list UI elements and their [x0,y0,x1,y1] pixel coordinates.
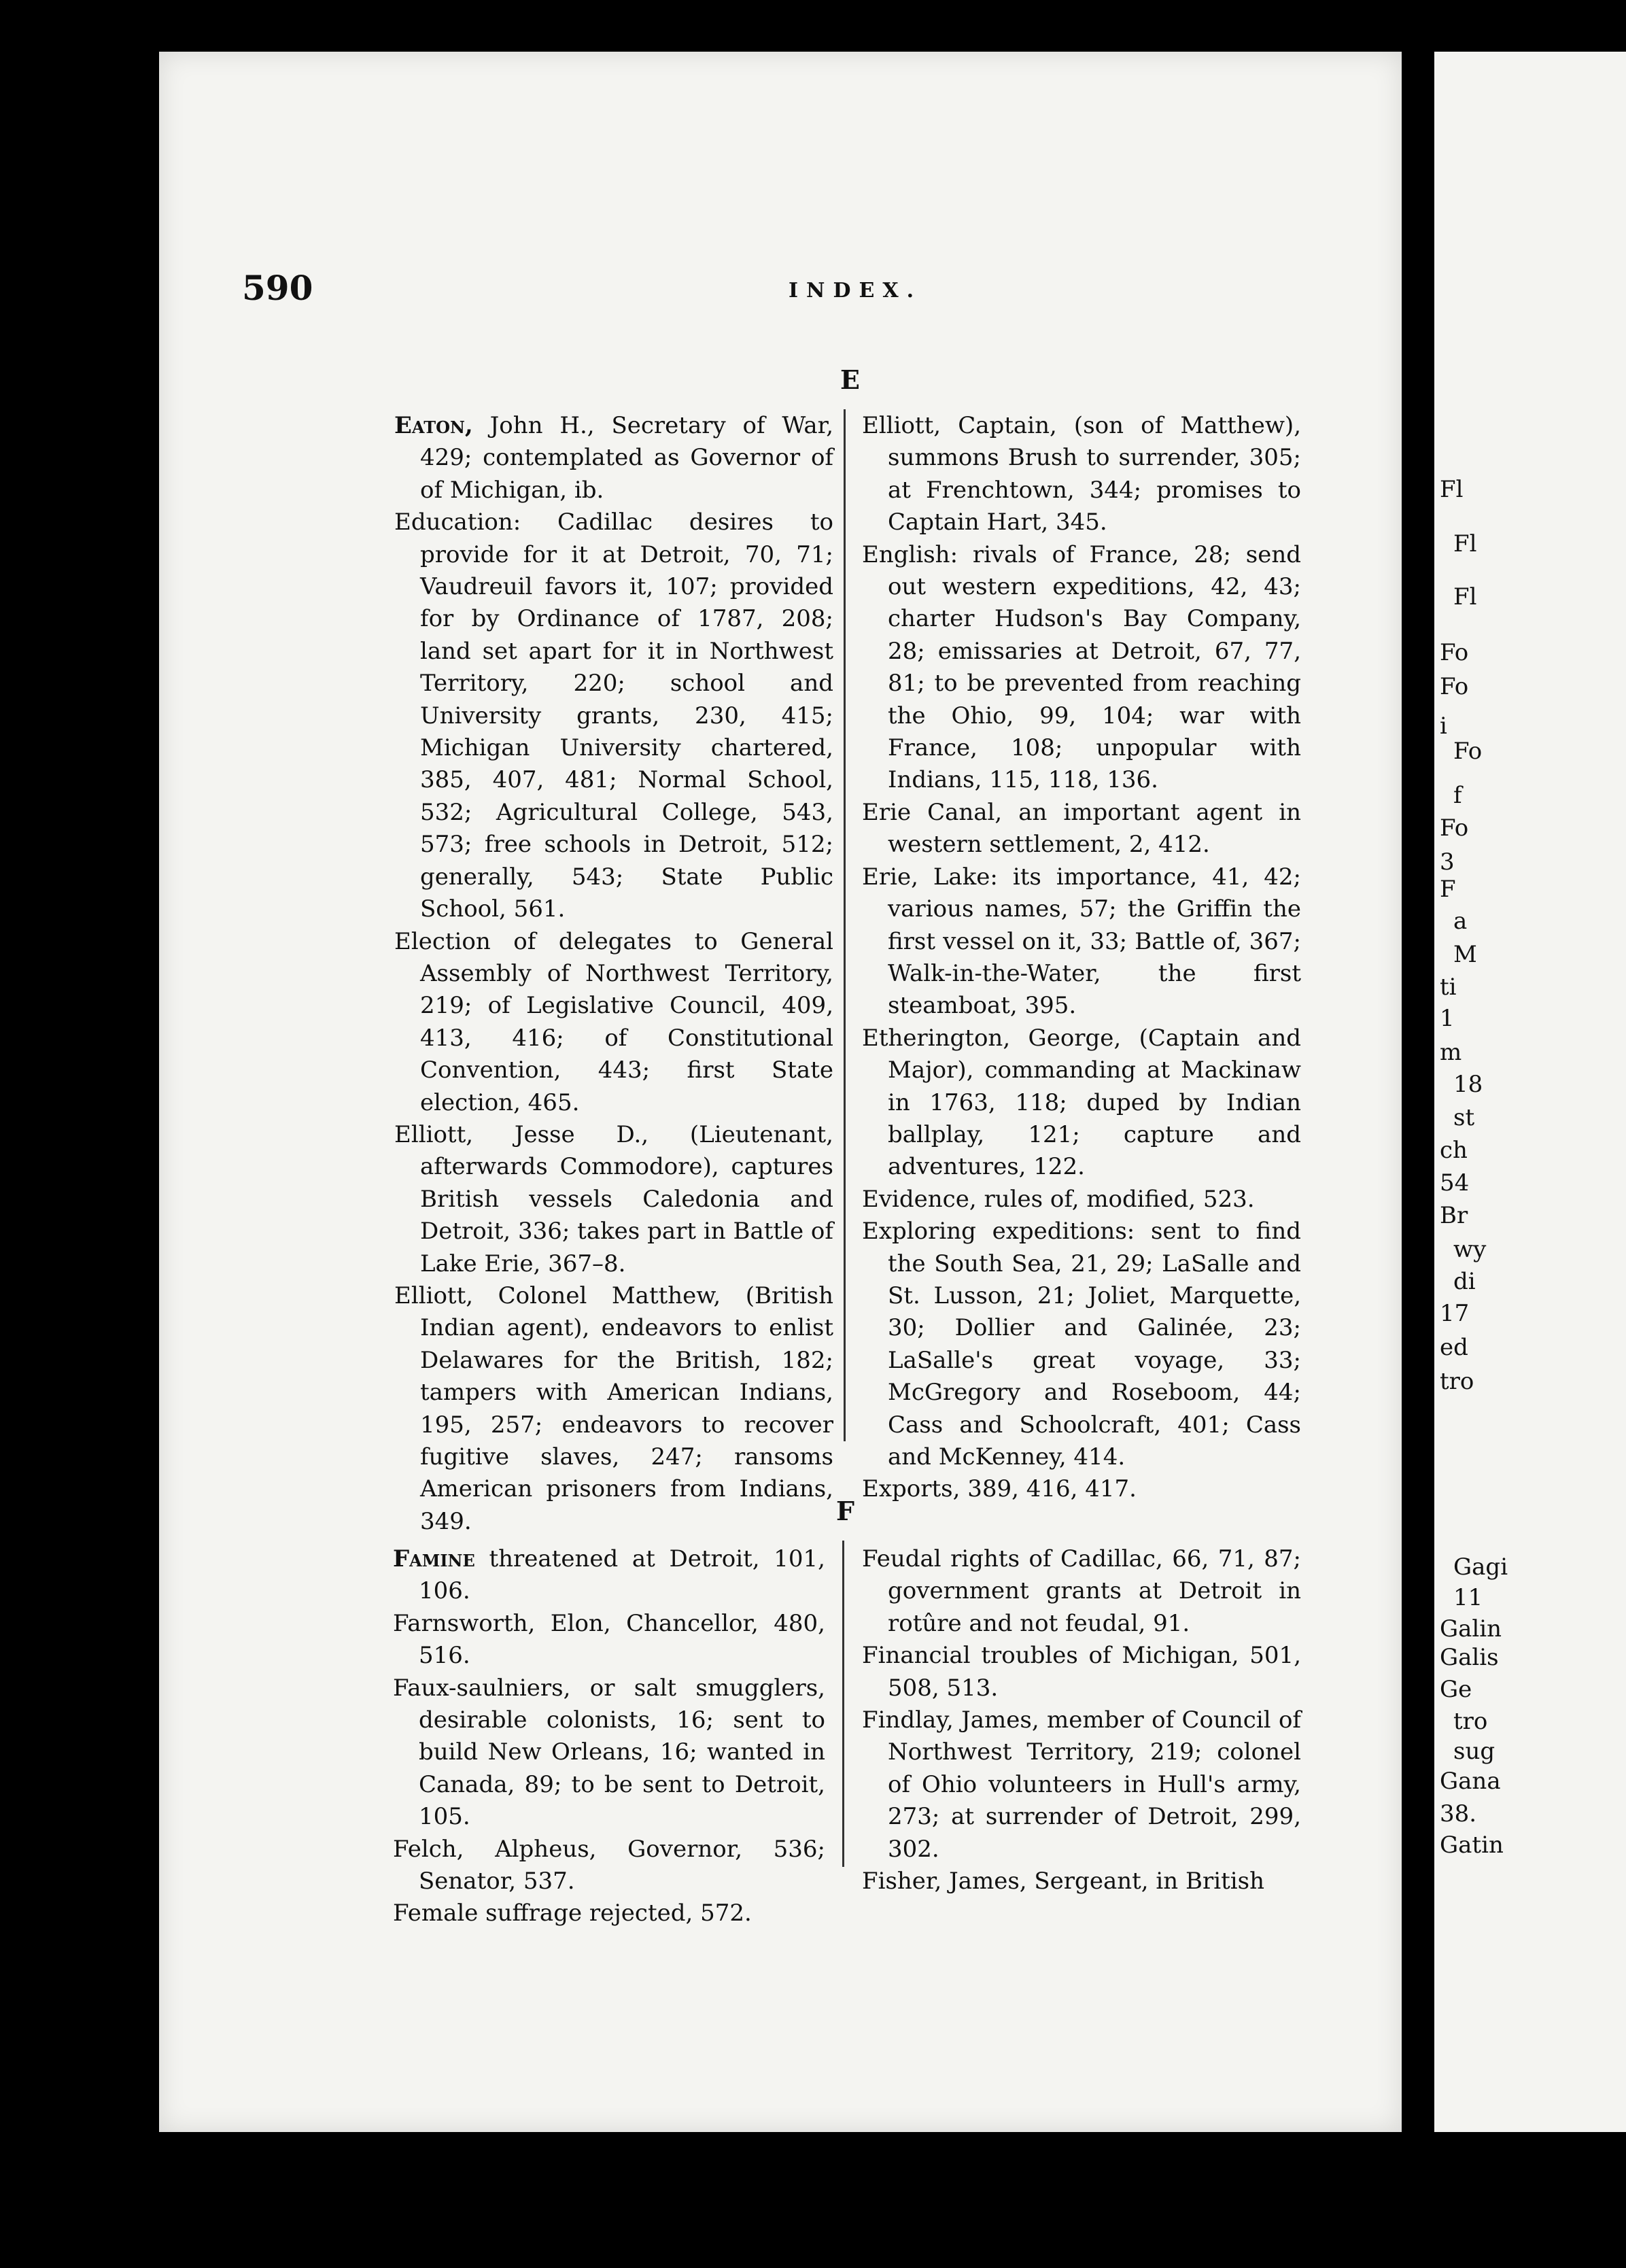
adjacent-page-fragment: 17 [1440,1300,1470,1327]
index-entry [862,1023,1301,1184]
adjacent-page-fragment: 3 [1440,848,1455,876]
adjacent-page-fragment: Galis [1440,1644,1499,1671]
column-divider [842,1541,844,1867]
adjacent-page-fragment: tro [1440,1368,1474,1395]
adjacent-page-fragment: di [1453,1268,1476,1295]
adjacent-page-fragment: Br [1440,1202,1468,1229]
section-letter-e: E [840,364,860,395]
index-entry [394,1119,833,1280]
index-entry-text: Felch, Alpheus, Governor, 536; Senator, 537. [393,1835,825,1895]
index-entry-text: English: rivals of France, 28; send out western expeditions, 42, 43; charter Hudson's Bay Company, 28; emissaries at Detroit, 67, 77, 81; to be prevented from reaching the Ohio, 99, 104; war with France, 108; unpopular with Indians, 115, 118, 136. [862,540,1301,794]
index-entry [862,410,1301,539]
index-entry-text: Fisher, James, Sergeant, in British [862,1868,1264,1895]
adjacent-page-fragment: Fo [1440,814,1469,842]
adjacent-page-fragment: ch [1440,1137,1468,1164]
index-entry-text: Etherington, George, (Captain and Major), commanding at Mackinaw in 1763, 118; duped by Indian ballplay, 121; capture and adventures, 122. [862,1024,1301,1181]
index-entry-text: threatened at Detroit, 101, 106. [419,1545,825,1605]
adjacent-page-fragment: Gatin [1440,1832,1504,1859]
index-column-f-left [393,1543,825,1930]
index-entry-text: Erie, Lake: its importance, 41, 42; various names, 57; the Griffin the first vessel on it, 33; Battle of, 367; Walk-in-the-Water, the first steamboat, 395. [862,863,1301,1020]
index-entry-text: Exports, 389, 416, 417. [862,1475,1137,1503]
index-entry [394,410,833,506]
index-entry-text: Elliott, Jesse D., (Lieutenant, afterwards Commodore), captures British vessels Caledonia and Detroit, 336; takes part in Battle of Lake Erie, 367–8. [394,1120,833,1277]
adjacent-page-fragment: tro [1453,1708,1488,1735]
adjacent-page-fragment: Galin [1440,1615,1502,1643]
index-entry-lead: Famine [393,1545,475,1573]
index-entry [862,539,1301,797]
adjacent-page-fragment: f [1453,782,1462,809]
adjacent-page-fragment: Ge [1440,1676,1472,1703]
index-entry [862,1216,1301,1473]
adjacent-page-fragment: Fo [1440,673,1469,700]
index-entry [862,1473,1301,1505]
index-entry [862,861,1301,1023]
index-entry [393,1672,825,1834]
adjacent-page-fragment: 11 [1453,1584,1483,1611]
adjacent-page-fragment: st [1453,1104,1475,1131]
index-entry [393,1834,825,1898]
index-entry-text: Election of delegates to General Assembly of Northwest Territory, 219; of Legislative Council, 409, 413, 416; of Constitutional Convention, 443; first State election, 465. [394,927,833,1116]
index-entry [862,1640,1301,1704]
index-entry-text: Financial troubles of Michigan, 501, 508, 513. [862,1642,1301,1702]
index-entry [393,1897,825,1929]
index-entry-text: Elliott, Captain, (son of Matthew), summons Brush to surrender, 305; at Frenchtown, 344; promises to Captain Hart, 345. [862,412,1301,536]
index-entry [394,926,833,1119]
index-entry [862,1543,1301,1640]
index-entry-text: Farnsworth, Elon, Chancellor, 480, 516. [393,1609,825,1670]
column-divider [844,409,846,1441]
index-entry [394,506,833,925]
index-entry-text: Feudal rights of Cadillac, 66, 71, 87; government grants at Detroit in rotûre and not feudal, 91. [862,1545,1301,1637]
adjacent-page-fragment: sug [1453,1738,1495,1765]
index-entry-text: Elliott, Colonel Matthew, (British Indian agent), endeavors to enlist Delawares for the British, 182; tampers with American Indians, 195, 257; endeavors to recover fugitive slaves, 247; ransoms American prisoners from Indians, 349. [394,1282,833,1535]
index-column-e-left [394,410,833,1538]
adjacent-page-fragment: F [1440,876,1456,903]
index-entry-text: Evidence, rules of, modified, 523. [862,1185,1255,1213]
index-entry [394,1280,833,1538]
index-entry [862,1866,1301,1897]
index-column-e-right [862,410,1301,1506]
index-entry [393,1608,825,1672]
index-entry-text: John H., Secretary of War, 429; contemplated as Governor of of Michigan, ib. [420,412,833,504]
running-title: INDEX. [789,279,922,303]
adjacent-page-fragment: Fl [1440,476,1464,503]
adjacent-page-edge [1434,52,1626,2132]
index-entry-lead: Eaton, [394,412,473,439]
adjacent-page-fragment: Fo [1440,639,1469,666]
adjacent-page-fragment: wy [1453,1236,1487,1263]
adjacent-page-fragment: Gagi [1453,1553,1508,1581]
adjacent-page-fragment: 1 [1440,1005,1455,1032]
index-entry [862,797,1301,861]
section-letter-f: F [836,1496,854,1526]
index-entry-text: Female suffrage rejected, 572. [393,1900,752,1927]
index-entry-text: Erie Canal, an important agent in western settlement, 2, 412. [862,798,1301,859]
adjacent-page-fragment: 38. [1440,1800,1477,1827]
index-entry [393,1543,825,1608]
page-number: 590 [242,268,313,308]
adjacent-page-fragment: m [1440,1039,1462,1066]
index-entry [862,1704,1301,1866]
index-entry-text: Faux-saulniers, or salt smugglers, desirable colonists, 16; sent to build New Orleans, 16; wanted in Canada, 89; to be sent to Detroit, 105. [393,1674,825,1831]
adjacent-page-fragment: ed [1440,1334,1468,1361]
index-entry-text: Exploring expeditions: sent to find the South Sea, 21, 29; LaSalle and St. Lusson, 21; Joliet, Marquette, 30; Dollier and Galinée, 23; LaSalle's great voyage, 33; McGregory and Roseboom, 44; Cass and Schoolcraft, 401; Cass and McKenney, 414. [862,1218,1301,1471]
index-entry-text: Education: Cadillac desires to provide for it at Detroit, 70, 71; Vaudreuil favors it, 107; provided for by Ordinance of 1787, 208; land set apart for it in Northwest Territory, 220; school and University grants, 230, 415; Michigan University chartered, 385, 407, 481; Normal School, 532; Agricultural College, 543, 573; free schools in Detroit, 512; generally, 543; State Public School, 561. [394,509,833,923]
adjacent-page-fragment: i [1440,712,1447,740]
adjacent-page-fragment: Gana [1440,1768,1501,1795]
index-entry [862,1184,1301,1216]
adjacent-page-fragment: Fl [1453,583,1477,611]
adjacent-page-fragment: ti [1440,974,1457,1001]
index-column-f-right [862,1543,1301,1897]
adjacent-page-fragment: Fo [1453,738,1483,765]
adjacent-page-fragment: 54 [1440,1169,1470,1197]
adjacent-page-fragment: 18 [1453,1071,1483,1098]
adjacent-page-fragment: a [1453,908,1468,935]
adjacent-page-fragment: M [1453,941,1477,968]
index-entry-text: Findlay, James, member of Council of Northwest Territory, 219; colonel of Ohio volunteers in Hull's army, 273; at surrender of Detroit, 299, 302. [862,1706,1301,1863]
adjacent-page-fragment: Fl [1453,530,1477,557]
